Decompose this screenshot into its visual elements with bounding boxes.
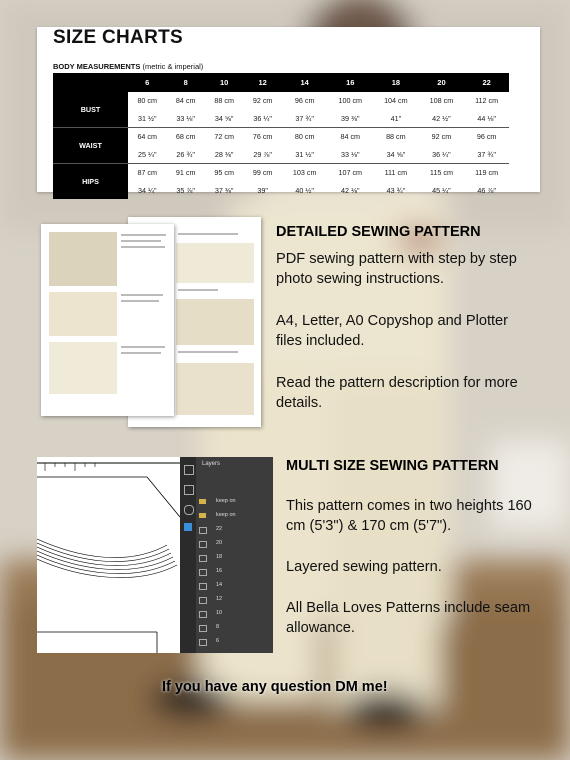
- metric-value-cell: 87 cm: [128, 164, 166, 182]
- multi-size-heading: MULTI SIZE SEWING PATTERN: [286, 458, 499, 474]
- layer-row[interactable]: [196, 565, 273, 579]
- layer-row[interactable]: [196, 621, 273, 635]
- metric-value-cell: 104 cm: [384, 96, 408, 106]
- metric-value-cell: 80 cm: [282, 128, 328, 146]
- imperial-value-cell: 34 ⅝": [386, 149, 406, 159]
- visibility-icon[interactable]: [199, 555, 207, 562]
- metric-value-cell: 88 cm: [214, 96, 234, 106]
- size-header: 16: [327, 73, 373, 92]
- metric-value-cell: 92 cm: [252, 96, 273, 106]
- layer-row[interactable]: [196, 509, 273, 523]
- corner-cell: [53, 73, 128, 92]
- imperial-value-cell: 39 ⅜": [340, 113, 360, 123]
- imperial-value-cell: 44 ⅛": [477, 113, 496, 123]
- size-header: 10: [205, 73, 243, 92]
- imperial-value-cell: 42 ½": [432, 113, 451, 123]
- metric-value-cell: 119 cm: [464, 164, 509, 182]
- visibility-icon[interactable]: [199, 611, 207, 618]
- metric-value-cell: 100 cm: [338, 96, 363, 106]
- layer-name: keep on: [216, 512, 236, 518]
- subtitle-bold: BODY MEASUREMENTS: [53, 62, 141, 71]
- metric-value-cell: 103 cm: [282, 164, 328, 182]
- metric-value-cell: 64 cm: [128, 128, 166, 146]
- bookmark-icon[interactable]: [184, 485, 194, 495]
- measurements-table: [53, 73, 509, 199]
- measurement-row: [53, 128, 509, 146]
- imperial-value-cell: 40 ½": [295, 185, 314, 195]
- layer-name: keep on: [216, 498, 236, 504]
- measurement-row: [53, 164, 509, 182]
- metric-value-cell: 111 cm: [373, 164, 419, 182]
- imperial-value-cell: 31 ½": [295, 149, 314, 159]
- imperial-value-cell: 45 ¼": [432, 185, 451, 195]
- layer-row[interactable]: [196, 523, 273, 537]
- folder-icon[interactable]: [199, 513, 206, 518]
- layer-name: 14: [216, 582, 223, 588]
- measurement-label: BUST: [53, 92, 128, 128]
- imperial-value-cell: 43 ¾": [386, 185, 406, 195]
- layer-row[interactable]: [196, 635, 273, 649]
- metric-value-cell: 99 cm: [243, 164, 281, 182]
- imperial-value-cell: 33 ⅛": [340, 149, 360, 159]
- layer-name: 22: [216, 526, 223, 532]
- metric-value-cell: 92 cm: [419, 128, 465, 146]
- metric-value-cell: 91 cm: [166, 164, 204, 182]
- imperial-value-cell: 37 ⅜": [214, 185, 234, 195]
- size-header: 8: [166, 73, 204, 92]
- imperial-value-cell: 39": [257, 185, 268, 195]
- imperial-value-cell: 33 ⅛": [176, 113, 195, 123]
- metric-value-cell: 84 cm: [175, 96, 196, 106]
- layer-row[interactable]: [196, 495, 273, 509]
- imperial-value-cell: 41": [390, 113, 402, 123]
- visibility-icon[interactable]: [199, 625, 207, 632]
- measurement-label: WAIST: [53, 128, 128, 164]
- size-header: 12: [243, 73, 281, 92]
- size-chart-subtitle: [53, 62, 203, 71]
- imperial-value-cell: 35 ⅞": [176, 185, 195, 195]
- layer-name: 18: [216, 554, 223, 560]
- subtitle-rest: (metric & imperial): [142, 62, 204, 71]
- stack-icon[interactable]: [184, 523, 192, 531]
- size-header: 22: [464, 73, 509, 92]
- layered-pattern-screenshot: [37, 457, 273, 653]
- layer-row[interactable]: [196, 579, 273, 593]
- visibility-icon[interactable]: [199, 639, 207, 646]
- layers-panel-title: Layers: [202, 461, 221, 467]
- instruction-page-front: [41, 224, 174, 416]
- imperial-value-cell: 29 ⅞": [253, 149, 272, 159]
- metric-value-cell: 96 cm: [464, 128, 509, 146]
- metric-value-cell: 72 cm: [205, 128, 243, 146]
- layers-panel: [180, 457, 273, 653]
- imperial-value-cell: 34 ⅝": [214, 113, 234, 123]
- metric-value-cell: 107 cm: [327, 164, 373, 182]
- visibility-icon[interactable]: [199, 597, 207, 604]
- multi-size-text-1: This pattern comes in two heights 160 cm (5'3") & 170 cm (5'7").: [286, 498, 532, 534]
- size-header: 6: [128, 73, 166, 92]
- imperial-value-cell: 42 ⅛": [340, 185, 360, 195]
- pattern-piece-drawing: [37, 457, 180, 653]
- layer-row[interactable]: [196, 607, 273, 621]
- layer-row[interactable]: [196, 593, 273, 607]
- size-header: 18: [373, 73, 419, 92]
- imperial-value-cell: 26 ¾": [176, 149, 195, 159]
- visibility-icon[interactable]: [199, 527, 207, 534]
- imperial-value-cell: 34 ¼": [137, 185, 157, 195]
- metric-value-cell: 96 cm: [294, 96, 315, 106]
- metric-value-cell: 95 cm: [205, 164, 243, 182]
- imperial-value-cell: 37 ¾": [477, 149, 496, 159]
- imperial-value-cell: 25 ¼": [137, 149, 157, 159]
- imperial-value-cell: 36 ¼": [432, 149, 451, 159]
- detailed-pattern-heading: DETAILED SEWING PATTERN: [276, 224, 481, 240]
- imperial-value-cell: 31 ½": [137, 113, 157, 123]
- imperial-value-cell: 46 ⅞": [477, 185, 496, 195]
- metric-value-cell: 115 cm: [419, 164, 465, 182]
- tool-strip: [180, 457, 196, 653]
- measurement-label: HIPS: [53, 164, 128, 200]
- imperial-value-cell: 28 ⅜": [214, 149, 234, 159]
- metric-value-cell: 68 cm: [166, 128, 204, 146]
- visibility-icon[interactable]: [199, 541, 207, 548]
- detailed-pattern-text-3: Read the pattern description for more details.: [276, 375, 518, 411]
- layer-row[interactable]: [196, 551, 273, 565]
- measurement-row: [53, 92, 509, 110]
- attachment-icon[interactable]: [184, 505, 194, 515]
- size-header: 20: [419, 73, 465, 92]
- layer-name: 12: [216, 596, 223, 602]
- layer-name: 10: [216, 610, 223, 616]
- detailed-pattern-text-2: A4, Letter, A0 Copyshop and Plotter files included.: [276, 313, 509, 349]
- metric-value-cell: 80 cm: [137, 96, 158, 106]
- metric-value-cell: 76 cm: [243, 128, 281, 146]
- size-header-row: [53, 73, 509, 92]
- size-header: 14: [282, 73, 328, 92]
- footer-message: If you have any question DM me!: [162, 679, 388, 695]
- layer-name: 16: [216, 568, 223, 574]
- layer-row[interactable]: [196, 537, 273, 551]
- folder-icon[interactable]: [199, 499, 206, 504]
- size-chart-title: SIZE CHARTS: [53, 27, 183, 48]
- imperial-value-cell: 36 ¼": [253, 113, 272, 123]
- metric-value-cell: 84 cm: [327, 128, 373, 146]
- visibility-icon[interactable]: [199, 583, 207, 590]
- visibility-icon[interactable]: [199, 569, 207, 576]
- imperial-value-cell: 37 ¾": [295, 113, 314, 123]
- layer-name: 6: [216, 638, 220, 644]
- layer-name: 8: [216, 624, 220, 630]
- metric-value-cell: 112 cm: [475, 96, 499, 106]
- metric-value-cell: 108 cm: [429, 96, 454, 106]
- layers-tool-icon[interactable]: [184, 465, 194, 475]
- multi-size-text-2: Layered sewing pattern.: [286, 559, 442, 575]
- size-chart-card: [37, 27, 540, 195]
- layer-name: 20: [216, 540, 223, 546]
- metric-value-cell: 88 cm: [373, 128, 419, 146]
- multi-size-text-3: All Bella Loves Patterns include seam allowance.: [286, 600, 531, 636]
- detailed-pattern-text-1: PDF sewing pattern with step by step photo sewing instructions.: [276, 251, 517, 287]
